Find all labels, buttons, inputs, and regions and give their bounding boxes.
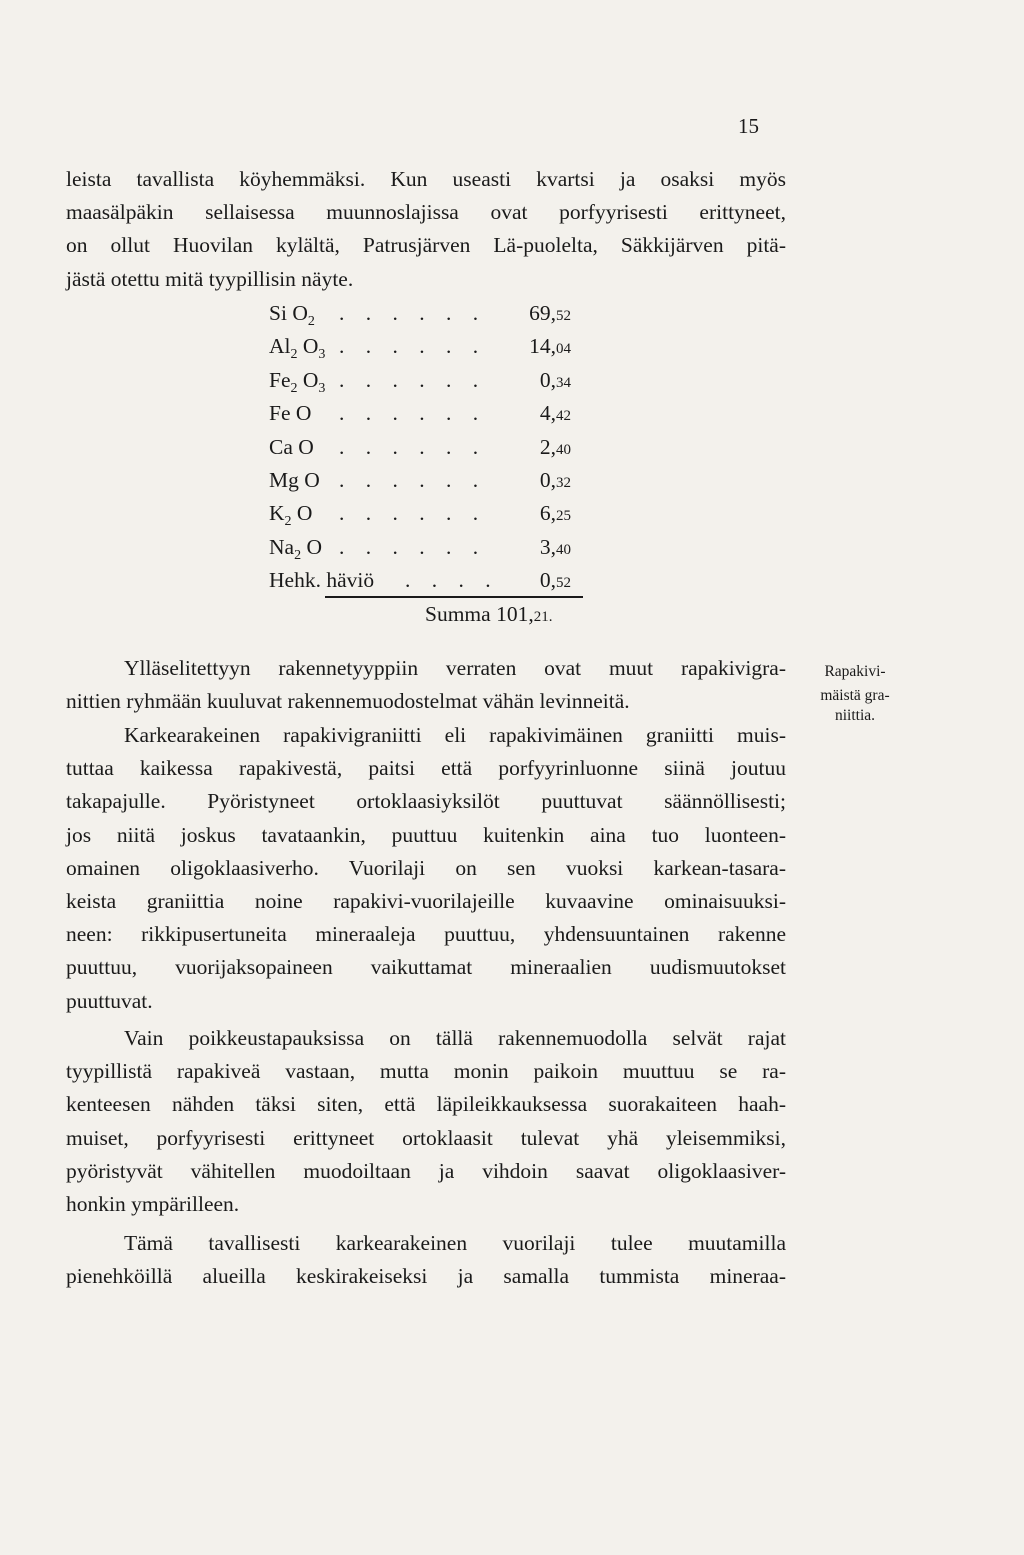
formula: Si $O_2$ [269, 301, 315, 329]
leader-dots: . . . . . . [339, 367, 487, 392]
text-line: on ollut Huovilan kylältä, Patrusjärven Lä-puolelta, Säkkijärven pitä- [66, 233, 786, 258]
margin-note-line: mäistä gra- [820, 687, 890, 704]
text-line: muiset, porfyyrisesti erittyneet ortoklaasit tulevat yhä yleisemmiksi, [66, 1125, 786, 1150]
formula: Ca O [269, 434, 314, 459]
text-line: Karkearakeinen rapakivigraniitti eli rapakivimäinen graniitti muis- [124, 723, 786, 747]
text-line: jos niitä joskus tavataankin, puuttuu kuitenkin aina tuo luonteen- [66, 822, 786, 847]
text-line: tyypillistä rapakiveä vastaan, mutta monin paikoin muuttuu se ra- [66, 1059, 786, 1084]
sum-row [425, 602, 552, 627]
value: 0,52 [539, 568, 571, 593]
paragraph-intro [66, 163, 786, 296]
leader-dots: . . . . . . [339, 301, 487, 325]
value: 4,42 [539, 401, 571, 426]
text-line: puuttuu, vuorijaksopaineen vaikuttamat mineraalien uudismuutokset [66, 955, 786, 980]
chemical-analysis-table [269, 297, 589, 598]
text-line: Ylläselitettyyn rakennetyyppiin verraten ovat muut rapakivigra- [124, 656, 786, 680]
paragraph-coarse-granite [66, 719, 786, 1018]
leader-dots: . . . . . . [339, 334, 487, 359]
text-line: takapajulle. Pyöristyneet ortoklaasiyksilöt puuttuvat säännöllisesti; [66, 789, 786, 814]
text-line: keista graniittia noine rapakivi-vuorilajeille kuvaavine ominaisuuksi- [66, 889, 786, 914]
leader-dots: . . . . . . [339, 467, 487, 492]
formula: Mg O [269, 467, 320, 492]
page-number: 15 [738, 114, 759, 138]
value: 2,40 [539, 434, 571, 459]
analysis-row [269, 464, 589, 497]
value: 69,52 [529, 301, 571, 325]
analysis-row [269, 330, 589, 363]
sum-value: 101,21. [496, 602, 553, 626]
value: 6,25 [539, 501, 571, 526]
leader-dots: . . . . . . [339, 401, 487, 426]
analysis-row [269, 364, 589, 397]
text-line: pyöristyvät vähitellen muodoiltaan ja vihdoin saavat oligoklaasiver- [66, 1158, 786, 1183]
text-line: puuttuvat. [66, 988, 153, 1013]
text-line: omainen oligoklaasiverho. Vuorilaji on sen vuoksi karkean-tasara- [66, 855, 786, 880]
value: 0,34 [539, 367, 571, 392]
formula: $Na_2$ O [269, 534, 322, 563]
value: 0,32 [539, 467, 571, 492]
text-line: pienehköillä alueilla keskirakeiseksi ja samalla tummista mineraa- [66, 1264, 786, 1289]
formula: $Fe_2$ $O_3$ [269, 367, 326, 396]
text-line: kenteesen nähden täksi siten, että läpileikkauksessa suorakaiteen haah- [66, 1092, 786, 1117]
paragraph-comparison [66, 652, 786, 718]
sum-rule [325, 596, 583, 598]
value: 14,04 [529, 334, 571, 359]
formula: Fe O [269, 401, 312, 426]
text-line: nittien ryhmään kuuluvat rakennemuodostelmat vähän levinneitä. [66, 689, 630, 714]
text-line: Vain poikkeustapauksissa on tällä rakennemuodolla selvät rajat [124, 1026, 786, 1050]
text-line: jästä otettu mitä tyypillisin näyte. [66, 266, 354, 291]
formula: $K_2$ O [269, 501, 313, 530]
paragraph-exceptions [66, 1022, 786, 1221]
analysis-row [269, 297, 589, 330]
text-line: honkin ympärilleen. [66, 1192, 240, 1217]
paragraph-medium-grain [66, 1227, 786, 1293]
text-line: tuttaa kaikessa rapakivestä, paitsi että porfyyrinluonne siinä joutuu [66, 756, 786, 781]
margin-note-line: Rapakivi- [824, 663, 886, 680]
text-line: Tämä tavallisesti karkearakeinen vuorilaji tulee muutamilla [124, 1231, 786, 1255]
text-line: maasälpäkin sellaisessa muunnoslajissa ovat porfyyrisesti erittyneet, [66, 200, 786, 225]
formula: Hehk. häviö [269, 568, 375, 593]
leader-dots: . . . . . . [339, 434, 487, 459]
margin-note [800, 660, 910, 728]
analysis-row [269, 564, 589, 597]
text-line: neen: rikkipusertuneita mineraaleja puuttuu, yhdensuuntainen rakenne [66, 922, 786, 947]
analysis-row [269, 431, 589, 464]
analysis-row [269, 531, 589, 564]
leader-dots: . . . . . . [339, 501, 487, 526]
analysis-row [269, 397, 589, 430]
sum-label: Summa [425, 602, 491, 626]
margin-note-line: niittia. [834, 707, 876, 724]
text-line: leista tavallista köyhemmäksi. Kun useasti kvartsi ja osaksi myös [66, 167, 786, 191]
formula: $Al_2$ $O_3$ [269, 334, 326, 363]
value: 3,40 [539, 534, 571, 559]
analysis-row [269, 497, 589, 530]
leader-dots: . . . . [405, 568, 499, 593]
leader-dots: . . . . . . [339, 534, 487, 559]
